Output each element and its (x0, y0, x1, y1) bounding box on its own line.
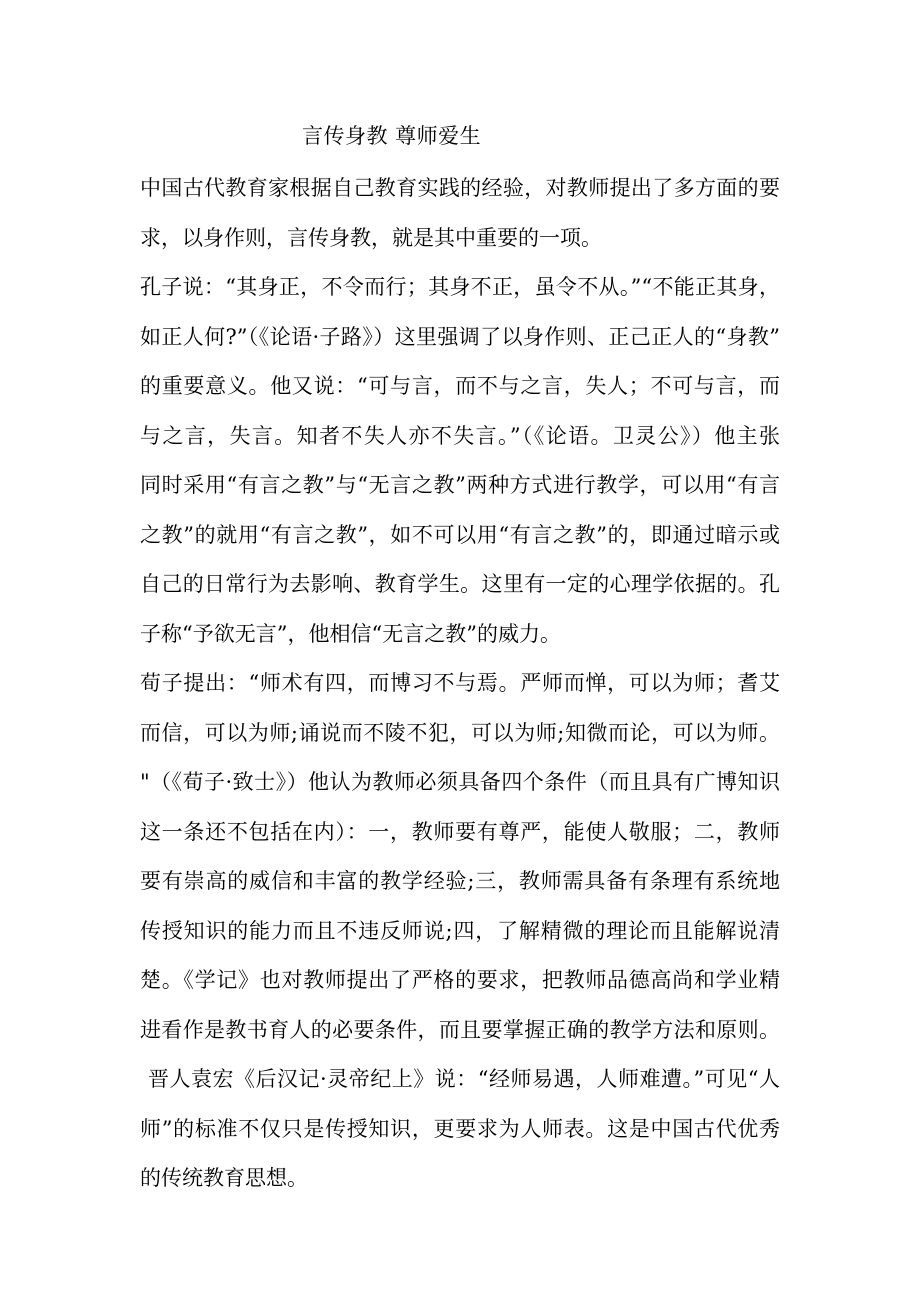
text-line: 晋人袁宏《后汉记·灵帝纪上》说：“经师易遇，人师难遭。”可见“人 (148, 1067, 780, 1091)
text-line: 自己的日常行为去影响、教育学生。这里有一定的心理学依据的。孔 (140, 572, 780, 596)
text-line: 与之言，失言。知者不失人亦不失言。”（《论语。卫灵公》）他主张 (140, 423, 780, 448)
text-line: "（《荀子·致士》）他认为教师必须具备四个条件（而且具有广博知识 (140, 770, 780, 794)
document-body (140, 164, 780, 1204)
text-line: 之教”的就用“有言之教”，如不可以用“有言之教”的，即通过暗示或 (140, 522, 780, 547)
document-title: 言传身教 尊师爱生 (302, 124, 482, 148)
text-line: 楚。《学记》也对教师提出了严格的要求，把教师品德高尚和学业精 (140, 968, 780, 992)
text-line: 同时采用“有言之教”与“无言之教”两种方式进行教学，可以用“有言 (140, 473, 780, 497)
text-line: 如正人何?”（《论语·子路》）这里强调了以身作则、正己正人的“身教” (140, 324, 780, 349)
text-line: 的重要意义。他又说：“可与言，而不与之言，失人；不可与言，而 (140, 374, 780, 398)
text-line: 的传统教育思想。 (140, 1166, 308, 1190)
text-line: 而信，可以为师;诵说而不陵不犯，可以为师;知微而论，可以为师。 (140, 720, 780, 745)
text-line: 这一条还不包括在内）：一，教师要有尊严，能使人敬服；二，教师 (140, 819, 780, 844)
text-line: 中国古代教育家根据自己教育实践的经验，对教师提出了多方面的要 (140, 176, 780, 200)
text-line: 求，以身作则，言传身教，就是其中重要的一项。 (140, 225, 602, 250)
text-line: 孔子说：“其身正，不令而行；其身不正，虽令不从。”“不能正其身， (140, 275, 780, 299)
text-line: 荀子提出：“师术有四，而博习不与焉。严师而惮，可以为师；耆艾 (140, 671, 780, 695)
text-line: 师”的标准不仅只是传授知识，更要求为人师表。这是中国古代优秀 (140, 1116, 780, 1141)
text-line: 进看作是教书育人的必要条件，而且要掌握正确的教学方法和原则。 (140, 1017, 780, 1042)
text-line: 子称“予欲无言”，他相信“无言之教”的威力。 (140, 621, 561, 646)
text-line: 要有崇高的威信和丰富的教学经验;三，教师需具备有条理有系统地 (140, 869, 780, 893)
text-line: 传授知识的能力而且不违反师说;四，了解精微的理论而且能解说清 (140, 918, 780, 943)
